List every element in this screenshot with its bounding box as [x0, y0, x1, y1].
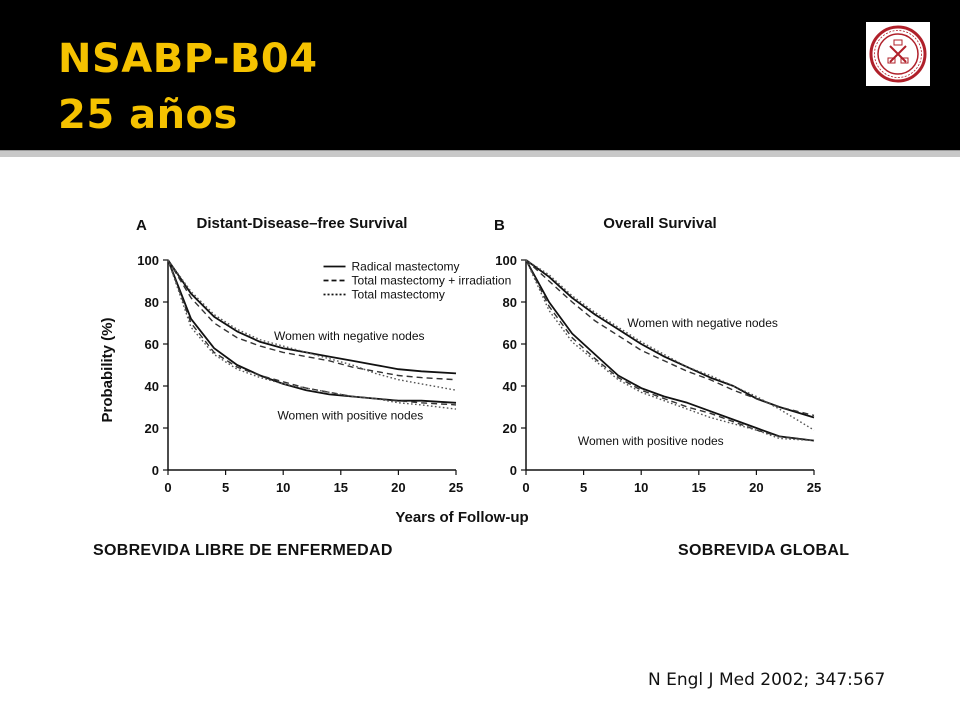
caption-disease-free-survival: SOBREVIDA LIBRE DE ENFERMEDAD [93, 542, 393, 559]
x-tick-label: 5 [221, 480, 230, 495]
panel-b [494, 215, 821, 495]
y-tick-label: 100 [137, 253, 159, 268]
x-axis-label: Years of Follow-up [395, 509, 529, 526]
x-tick-label: 0 [164, 480, 172, 495]
x-tick-label: 20 [749, 480, 764, 495]
survival-figure [90, 200, 850, 530]
series-line-negative-solid [526, 260, 814, 418]
x-tick-label: 20 [391, 480, 406, 495]
annotation-label: Women with positive nodes [577, 433, 724, 448]
citation: N Engl J Med 2002; 347:567 [648, 670, 886, 690]
x-tick-label: 5 [579, 480, 588, 495]
x-tick-label: 0 [522, 480, 530, 495]
y-axis-label: Probability (%) [99, 317, 116, 423]
panel-title: Distant-Disease–free Survival [196, 215, 408, 232]
y-tick-label: 0 [509, 463, 517, 478]
series-line-positive-dotted [526, 260, 814, 441]
annotation-label: Women with negative nodes [273, 328, 425, 343]
x-tick-label: 25 [448, 480, 464, 495]
y-tick-label: 40 [144, 379, 159, 394]
x-tick-label: 10 [633, 480, 649, 495]
annotation-label: Women with positive nodes [277, 408, 424, 423]
y-tick-label: 100 [495, 253, 517, 268]
panel-letter: B [494, 217, 505, 234]
panel-a [136, 215, 511, 495]
y-tick-label: 40 [502, 379, 517, 394]
university-seal-logo [866, 22, 930, 86]
legend-entry: Radical mastectomy [351, 259, 460, 274]
caption-overall-survival: SOBREVIDA GLOBAL [678, 542, 850, 559]
annotation-label: Women with negative nodes [627, 316, 778, 331]
series-line-positive-dashed [526, 260, 814, 441]
header-divider [0, 150, 960, 157]
x-tick-label: 25 [806, 480, 822, 495]
x-tick-label: 15 [691, 480, 707, 495]
x-tick-label: 15 [333, 480, 349, 495]
panel-letter: A [136, 217, 147, 234]
y-tick-label: 60 [502, 337, 517, 352]
legend-entry: Total mastectomy + irradiation [351, 273, 512, 288]
panel-title: Overall Survival [603, 215, 717, 232]
legend-entry: Total mastectomy [351, 287, 445, 302]
survival-charts [90, 200, 850, 530]
x-tick-label: 10 [275, 480, 291, 495]
y-tick-label: 80 [144, 295, 159, 310]
y-tick-label: 60 [144, 337, 159, 352]
series-line-positive-solid [526, 260, 814, 441]
y-tick-label: 0 [151, 463, 159, 478]
y-tick-label: 20 [144, 421, 159, 436]
slide-title: NSABP-B04 [58, 36, 318, 82]
slide-header [0, 0, 960, 150]
y-tick-label: 20 [502, 421, 517, 436]
y-tick-label: 80 [502, 295, 517, 310]
slide-subtitle: 25 años [58, 92, 238, 138]
